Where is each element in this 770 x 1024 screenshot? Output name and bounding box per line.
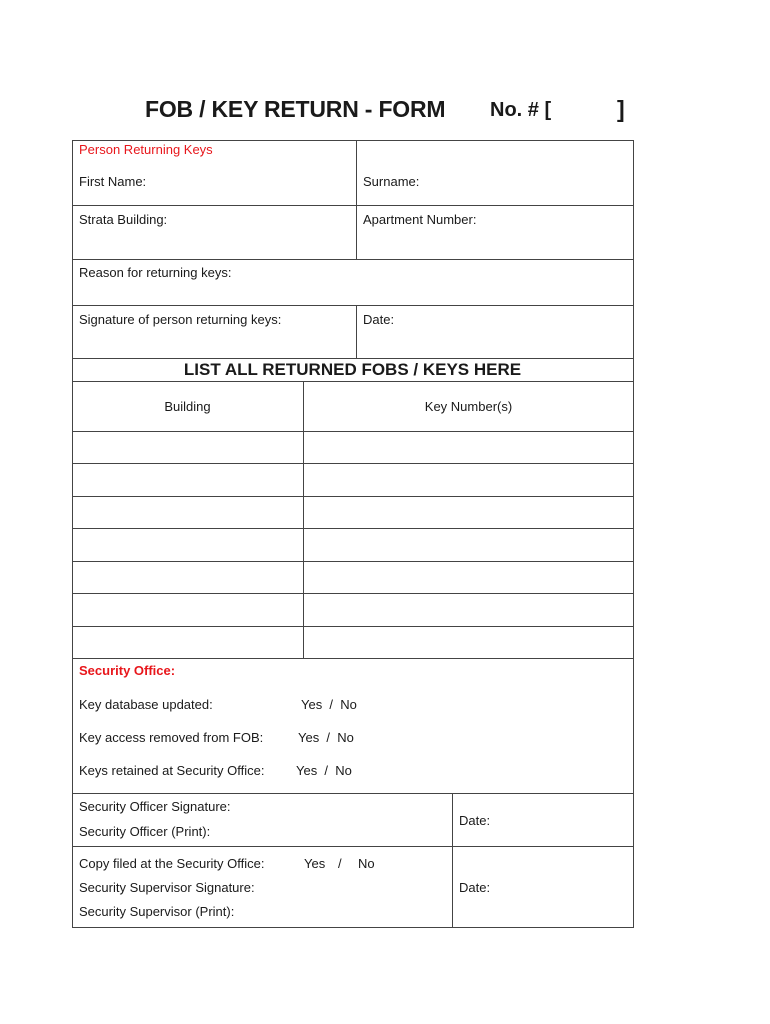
first-name-label: First Name: [79, 174, 147, 189]
keys-retained-label: Keys retained at Security Office: [79, 763, 265, 778]
key-number-cell[interactable] [303, 528, 634, 561]
divider [72, 305, 634, 306]
officer-print-label: Security Officer (Print): [79, 824, 211, 839]
copy-filed-yes[interactable]: Yes [304, 856, 326, 871]
key-number-cell[interactable] [303, 496, 634, 528]
divider [72, 381, 634, 382]
apartment-number-label: Apartment Number: [363, 212, 477, 227]
table-row [72, 463, 634, 496]
table-row [72, 626, 634, 658]
form-title [0, 96, 770, 128]
key-number-cell[interactable] [303, 626, 634, 658]
surname-label: Surname: [363, 174, 420, 189]
divider [356, 140, 357, 259]
yes-no-choice[interactable]: Yes / No [296, 763, 352, 778]
building-column-header: Building [164, 399, 211, 414]
form-number-label: No. # [ [490, 99, 552, 121]
divider [72, 793, 634, 794]
officer-signature-label: Security Officer Signature: [79, 799, 231, 814]
supervisor-print-label: Security Supervisor (Print): [79, 904, 235, 919]
key-number-cell[interactable] [303, 561, 634, 593]
key-number-column-header: Key Number(s) [424, 399, 513, 414]
key-number-cell[interactable] [303, 463, 634, 496]
building-cell[interactable] [72, 431, 303, 463]
officer-date-label: Date: [459, 813, 491, 828]
copy-filed-no[interactable]: No [358, 856, 375, 871]
key-number-cell[interactable] [303, 593, 634, 626]
divider [452, 793, 453, 928]
building-cell[interactable] [72, 593, 303, 626]
building-cell[interactable] [72, 463, 303, 496]
copy-filed-slash: / [338, 856, 342, 871]
form-title-text: FOB / KEY RETURN - FORM [145, 96, 446, 122]
divider [72, 205, 634, 206]
supervisor-signature-label: Security Supervisor Signature: [79, 880, 255, 895]
divider [356, 305, 357, 358]
form-number-bracket: ] [617, 96, 625, 122]
copy-filed-label: Copy filed at the Security Office: [79, 856, 265, 871]
security-section-label: Security Office: [79, 663, 176, 678]
building-cell[interactable] [72, 528, 303, 561]
supervisor-date-label: Date: [459, 880, 491, 895]
divider [72, 259, 634, 260]
key-access-removed-label: Key access removed from FOB: [79, 730, 264, 745]
building-cell[interactable] [72, 496, 303, 528]
building-cell[interactable] [72, 626, 303, 658]
table-row [72, 561, 634, 593]
date-label: Date: [363, 312, 395, 327]
strata-building-label: Strata Building: [79, 212, 168, 227]
key-database-updated-label: Key database updated: [79, 697, 213, 712]
building-cell[interactable] [72, 561, 303, 593]
person-section-label: Person Returning Keys [79, 142, 213, 157]
table-row [72, 496, 634, 528]
yes-no-choice[interactable]: Yes / No [298, 730, 354, 745]
table-row [72, 431, 634, 463]
keys-list-heading: LIST ALL RETURNED FOBS / KEYS HERE [183, 360, 522, 379]
reason-label: Reason for returning keys: [79, 265, 232, 280]
table-row [72, 528, 634, 561]
table-row [72, 593, 634, 626]
signature-label: Signature of person returning keys: [79, 312, 282, 327]
divider [72, 358, 634, 359]
divider [72, 846, 634, 847]
key-number-cell[interactable] [303, 431, 634, 463]
yes-no-choice[interactable]: Yes / No [301, 697, 357, 712]
divider [72, 658, 634, 659]
